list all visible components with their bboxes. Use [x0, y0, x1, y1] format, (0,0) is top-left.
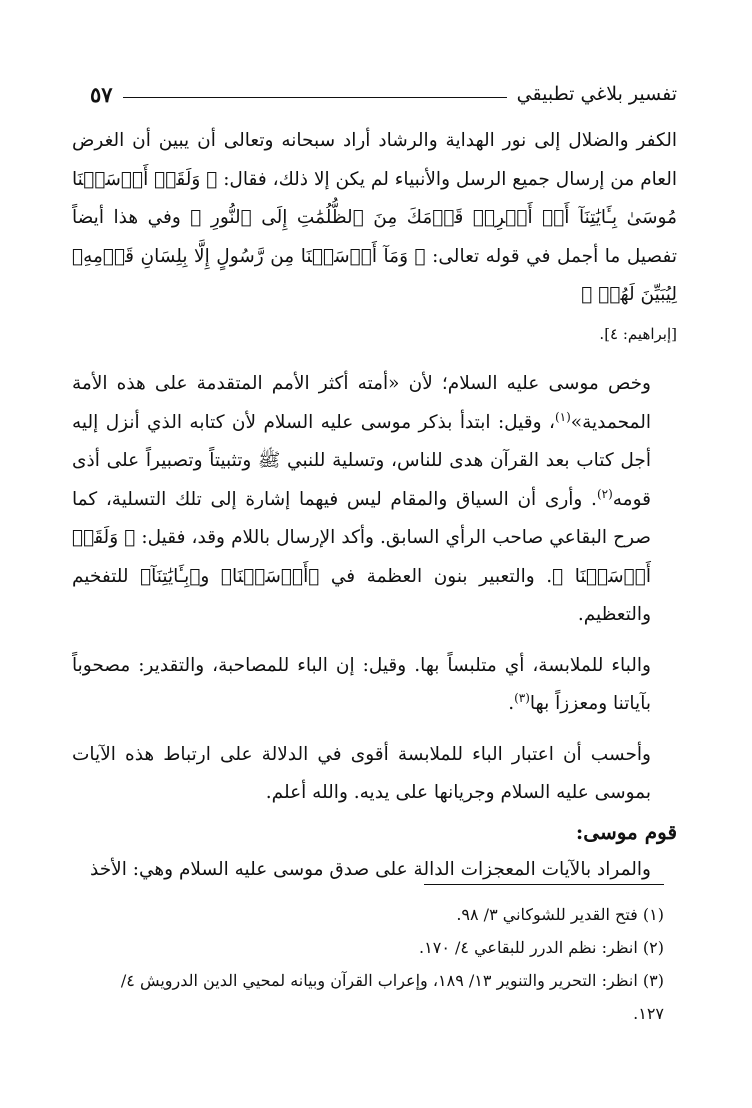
- section-heading: قوم موسى:: [575, 819, 677, 844]
- footnote-3: (٣) انظر: التحرير والتنوير ١٣/ ١٨٩، وإعراب القرآن وبيانه لمحيي الدين الدرويش ٤/ ١٢٧.: [120, 971, 664, 1023]
- paragraph-5-text: والمراد بالآيات المعجزات الدالة على صدق موسى عليه السلام وهي: الأخذ: [90, 859, 651, 880]
- paragraph-2-text-c: . وأرى أن السياق والمقام ليس فيهما إشارة إلى تلك التسلية، كما صرح البقاعي صاحب الرأي السابق. وأكد الإرسال باللام وقد، فقيل: ﴿ وَلَقَدۡ أَرۡسَلۡنَا ﴾. والتعبير بنون العظمة في ﴿أَرۡسَلۡنَا﴾ و﴿بِـَٔايَٰتِنَآ﴾ للتفخيم والتعظيم.: [72, 488, 651, 625]
- paragraph-3: [72, 647, 677, 724]
- footnote-ref-3: (٣): [514, 690, 530, 705]
- page-number: ٥٧: [90, 81, 113, 107]
- footnote-2: (٢) انظر: نظم الدرر للبقاعي ٤/ ١٧٠.: [419, 938, 664, 957]
- paragraph-1-citation: [72, 315, 677, 354]
- paragraph-3-text-a: والباء للملابسة، أي متلبساً بها. وقيل: إن الباء للمصاحبة، والتقدير: مصحوباً بآياتنا ومعززاً بها: [72, 654, 651, 714]
- paragraph-2-text-b: ، وقيل: ابتدأ بذكر موسى عليه السلام لأن كتابه الذي أنزل إليه أجل كتاب بعد القرآن هدى للناس، وتسلية للنبي ﷺ وتثبيتاً وتصبيراً على أذى قومه: [72, 411, 651, 510]
- paragraph-3-text-b: .: [508, 693, 515, 714]
- footnote-ref-1: (١): [554, 409, 571, 424]
- footnote-separator: [424, 884, 664, 885]
- paragraph-1: [72, 122, 677, 315]
- paragraph-1-text: الكفر والضلال إلى نور الهداية والرشاد أراد سبحانه وتعالى أن يبين أن الغرض العام من إرسال جميع الرسل والأنبياء لم يكن إلا ذلك، فقال: ﴿ وَلَقَدۡ أَرۡسَلۡنَا مُوسَىٰ بِـَٔايَٰتِنَآ أَنۡ أَخۡرِجۡ قَوۡمَكَ مِنَ ٱلظُّلُمَٰتِ إِلَى ٱلنُّورِ ﴾ وفي هذا أيضاً تفصيل ما أجمل في قوله تعالى: ﴿ وَمَآ أَرۡسَلۡنَا مِن رَّسُولٍ إِلَّا بِلِسَانِ قَوۡمِهِۦ لِيُبَيِّنَ لَهُمۡ ﴾: [72, 130, 677, 305]
- running-title: تفسير بلاغي تطبيقي: [516, 83, 677, 105]
- paragraph-2-text-a: وخص موسى عليه السلام؛ لأن «أمته أكثر الأمم المتقدمة على هذه الأمة المحمدية»: [72, 373, 651, 433]
- footnote-1: (١) فتح القدير للشوكاني ٣/ ٩٨.: [456, 905, 664, 924]
- paragraph-2: [72, 365, 677, 635]
- footnote-ref-2: (٢): [596, 486, 613, 501]
- paragraph-4: [72, 736, 677, 813]
- citation-ibrahim: [إبراهيم: ٤].: [599, 324, 677, 343]
- paragraph-4-text: وأحسب أن اعتبار الباء للملابسة أقوى في الدلالة على ارتباط هذه الآيات بموسى عليه السلام وجريانها على يديه. والله أعلم.: [72, 743, 651, 803]
- page-header: [90, 74, 677, 114]
- footnotes: [90, 898, 664, 1030]
- body-text: [72, 122, 677, 890]
- header-rule: [123, 97, 507, 98]
